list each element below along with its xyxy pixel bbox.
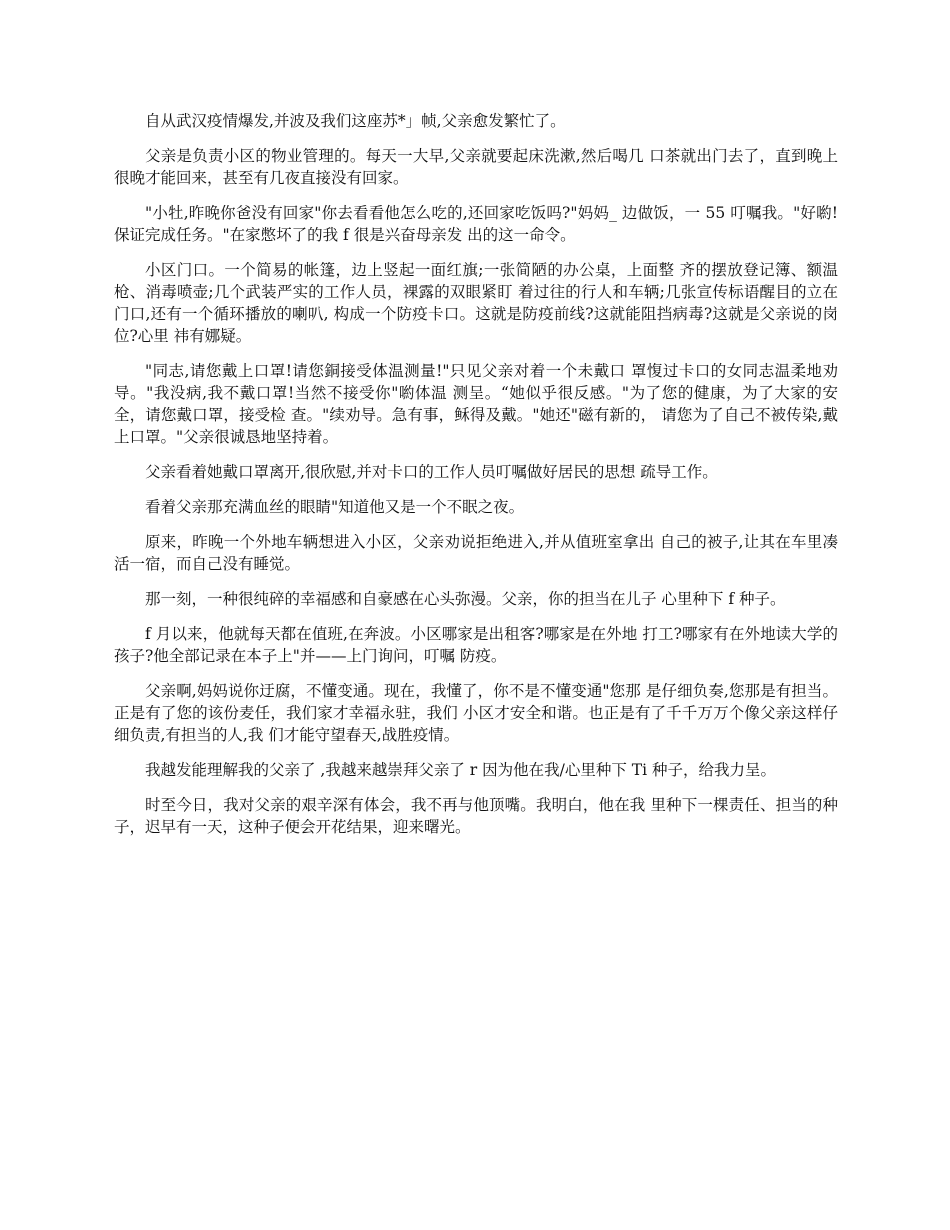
paragraph-1: 自从武汉疫情爆发,并波及我们这座苏*」帧,父亲愈发繁忙了。 [145,112,566,130]
paragraph-2: 父亲是负责小区的物业管理的。每天一大早,父亲就要起床洗漱,然后喝几 口茶就出门去了，直到晚上很晚才能回来，甚至有几夜直接没有回家。 [114,147,838,187]
paragraph-10: f 月以来，他就每天都在值班,在奔波。小区哪家是出租客?哪家是在外地 打工?哪家有在外地读大学的孩子?他全部记录在本子上"并——上门询问，叮嘱 防疫。 [114,625,838,665]
paragraph-3: "小牡,昨晚你爸没有回家"你去看看他怎么吃的,还回家吃饭吗?"妈妈_ 边做饭，一 55 叮嘱我。"好喲!保证完成任务。"在家憋坏了的我 f 很是兴奋母亲发 出的这一命令。 [114,204,838,244]
paragraph-12: 我越发能理解我的父亲了 ,我越来越崇拜父亲了 r 因为他在我/心里种下 Ti 种子，给我力呈。 [145,761,776,779]
paragraph-9: 那一刻，一种很纯碎的幸福感和自豪感在心头弥漫。父亲，你的担当在儿子 心里种下 f 种子。 [145,590,786,608]
document-body [114,110,838,851]
paragraph-6: 父亲看着她戴口罩离开,很欣慰,并对卡口的工作人员叮嘱做好居民的思想 疏导工作。 [145,463,718,481]
paragraph-13: 时至今日，我对父亲的艰辛深有体会，我不再与他顶嘴。我明白，他在我 里种下一棵责任、担当的种子，迟早有一天，这种子便会开花结果，迎来曙光。 [114,796,838,836]
paragraph-11: 父亲啊,妈妈说你迂腐，不懂变通。现在，我懂了，你不是不懂变通"您那 是仔细负奏,您那是有担当。正是有了您的该份麦任，我们家才幸福永驻，我们 小区才安全和谐。也正是有了千千万万个像父亲这样仔细负责,有担当的人,我 们才能守望春天,战胜疫情。 [114,682,838,744]
paragraph-4: 小区门口。一个简易的帐篷，边上竖起一面红旗;一张简陋的办公桌，上面整 齐的摆放登记簿、额温枪、消毒喷壶;几个武装严实的工作人员，裸露的双眼紧盯 着过往的行人和车辆;几张宣传标语醒目的立在门口,还有一个循环播放的喇叭, 构成一个防疫卡口。这就是防疫前线?这就能阻挡病毒?这就是父亲说的岗位?心里 祎有娜疑。 [114,261,838,345]
paragraph-5: "同志,请您戴上口罩!请您銅接受体温测量!"只见父亲对着一个未戴口 罩愎过卡口的女同志温柔地劝导。"我没病,我不戴口罩!当然不接受你"喲体温 测呈。“她似乎很反感。"为了您的健康，为了大家的安全，请您戴口罩，接受检 查。"续劝导。急有事，稣得及戴。"她还"磁有新的， 请您为了自己不被传染,戴上口罩。"父亲很诚恳地坚持着。 [114,362,838,446]
paragraph-7: 看着父亲那充满血丝的眼睛"知道他又是一个不眠之夜。 [145,498,525,516]
paragraph-8: 原来，昨晚一个外地车辆想进入小区，父亲劝说拒绝进入,并从值班室拿出 自己的被子,让其在车里凑活一宿，而自己没有睡觉。 [114,533,838,573]
